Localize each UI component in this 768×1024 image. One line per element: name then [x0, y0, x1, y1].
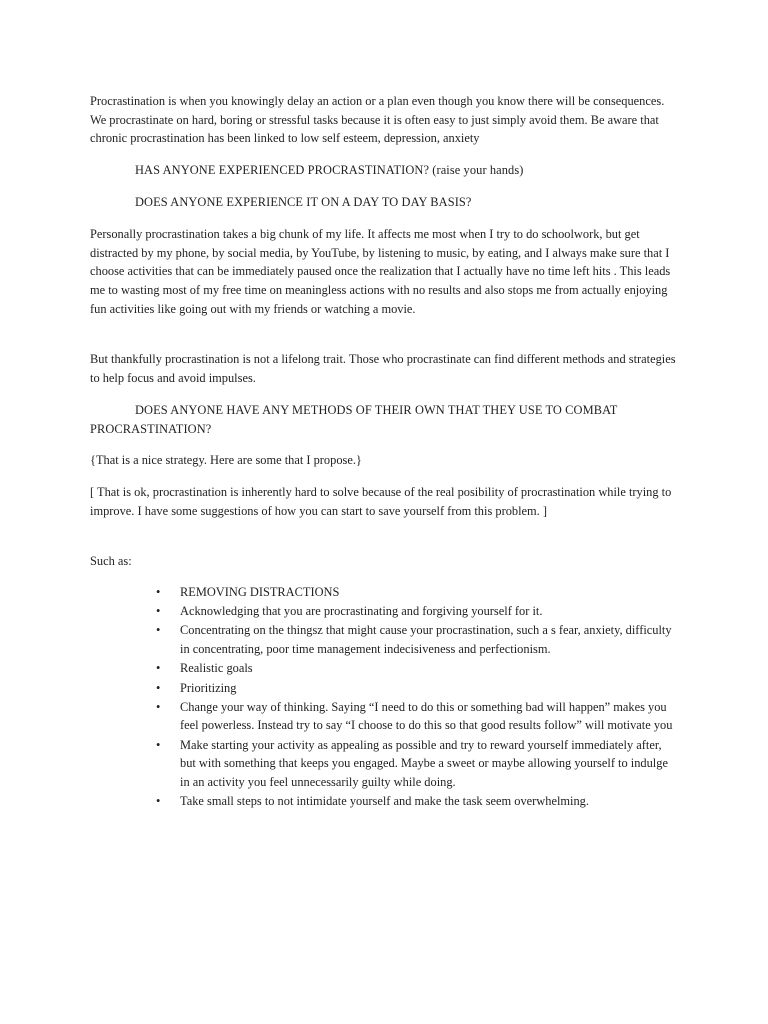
such-as-label: Such as:	[90, 554, 132, 568]
bullet-icon: •	[156, 699, 161, 714]
response-that-is-ok: [ That is ok, procrastination is inherently hard to solve because of the real posibility of procrastination while trying to improve. I have some suggestions of how you can start to save yourself from this problem. ]	[90, 485, 672, 518]
personal-paragraph: Personally procrastination takes a big chunk of my life. It affects me most when I try to do schoolwork, but get distracted by my phone, by social media, by YouTube, by listening to music, by eating, and I always make sure that I choose activities that can be immediately paused once the realization that I actually have no time left hits . This leads me to wasting most of my free time on meaningless actions with no results and also stops me from actually enjoying fun activities like going out with my friends or watching a movie.	[90, 227, 671, 316]
list-item-text: Realistic goals	[180, 661, 253, 676]
bullet-icon: •	[156, 794, 161, 809]
list-item-text: REMOVING DISTRACTIONS	[180, 585, 340, 599]
bullet-icon: •	[156, 585, 161, 599]
thankfully-paragraph: But thankfully procrastination is not a lifelong trait. Those who procrastinate can find different methods and strategies to help focus and avoid impulses.	[90, 352, 676, 385]
list-item-text: Concentrating on the thingsz that might cause your procrastination, such a s fear, anxiety, difficulty in concentrating, poor time management indecisiveness and perfectionism.	[180, 623, 672, 657]
list-item-text: Take small steps to not intimidate yourself and make the task seem overwhelming.	[180, 794, 589, 809]
list-item	[90, 736, 680, 792]
suggestions-list	[90, 583, 680, 811]
question-methods: DOES ANYONE HAVE ANY METHODS OF THEIR OWN THAT THEY USE TO COMBAT PROCRASTINATION?	[90, 403, 618, 436]
bullet-icon: •	[156, 623, 161, 638]
list-item	[90, 621, 680, 658]
question-day-to-day: DOES ANYONE EXPERIENCE IT ON A DAY TO DAY BASIS?	[135, 195, 472, 209]
bullet-icon: •	[156, 737, 161, 752]
list-item-text: Make starting your activity as appealing as possible and try to reward yourself immediately after, but with something that keeps you engaged. Maybe a sweet or maybe allowing yourself to indulge in an activity you feel unnecessarily guilty while doing.	[180, 737, 668, 790]
list-item	[90, 698, 680, 735]
list-item-text: Acknowledging that you are procrastinating and forgiving yourself for it.	[180, 604, 543, 619]
response-nice-strategy: {That is a nice strategy. Here are some that I propose.}	[90, 453, 362, 467]
question-experienced: HAS ANYONE EXPERIENCED PROCRASTINATION? (raise your hands)	[135, 163, 524, 177]
list-item-text: Prioritizing	[180, 680, 237, 695]
bullet-icon: •	[156, 680, 161, 695]
list-item	[90, 583, 680, 602]
list-item	[90, 602, 680, 621]
list-item	[90, 659, 680, 678]
intro-paragraph: Procrastination is when you knowingly delay an action or a plan even though you know there will be consequences. We procrastinate on hard, boring or stressful tasks because it is often easy to just simply avoid them. Be aware that chronic procrastination has been linked to low self esteem, depression, anxiety	[90, 94, 665, 146]
bullet-icon: •	[156, 661, 161, 676]
list-item	[90, 679, 680, 698]
list-item	[90, 792, 680, 811]
bullet-icon: •	[156, 604, 161, 619]
list-item-text: Change your way of thinking. Saying “I need to do this or something bad will happen” makes you feel powerless. Instead try to say “I choose to do this so that good results follow” will motivate you	[180, 699, 673, 733]
